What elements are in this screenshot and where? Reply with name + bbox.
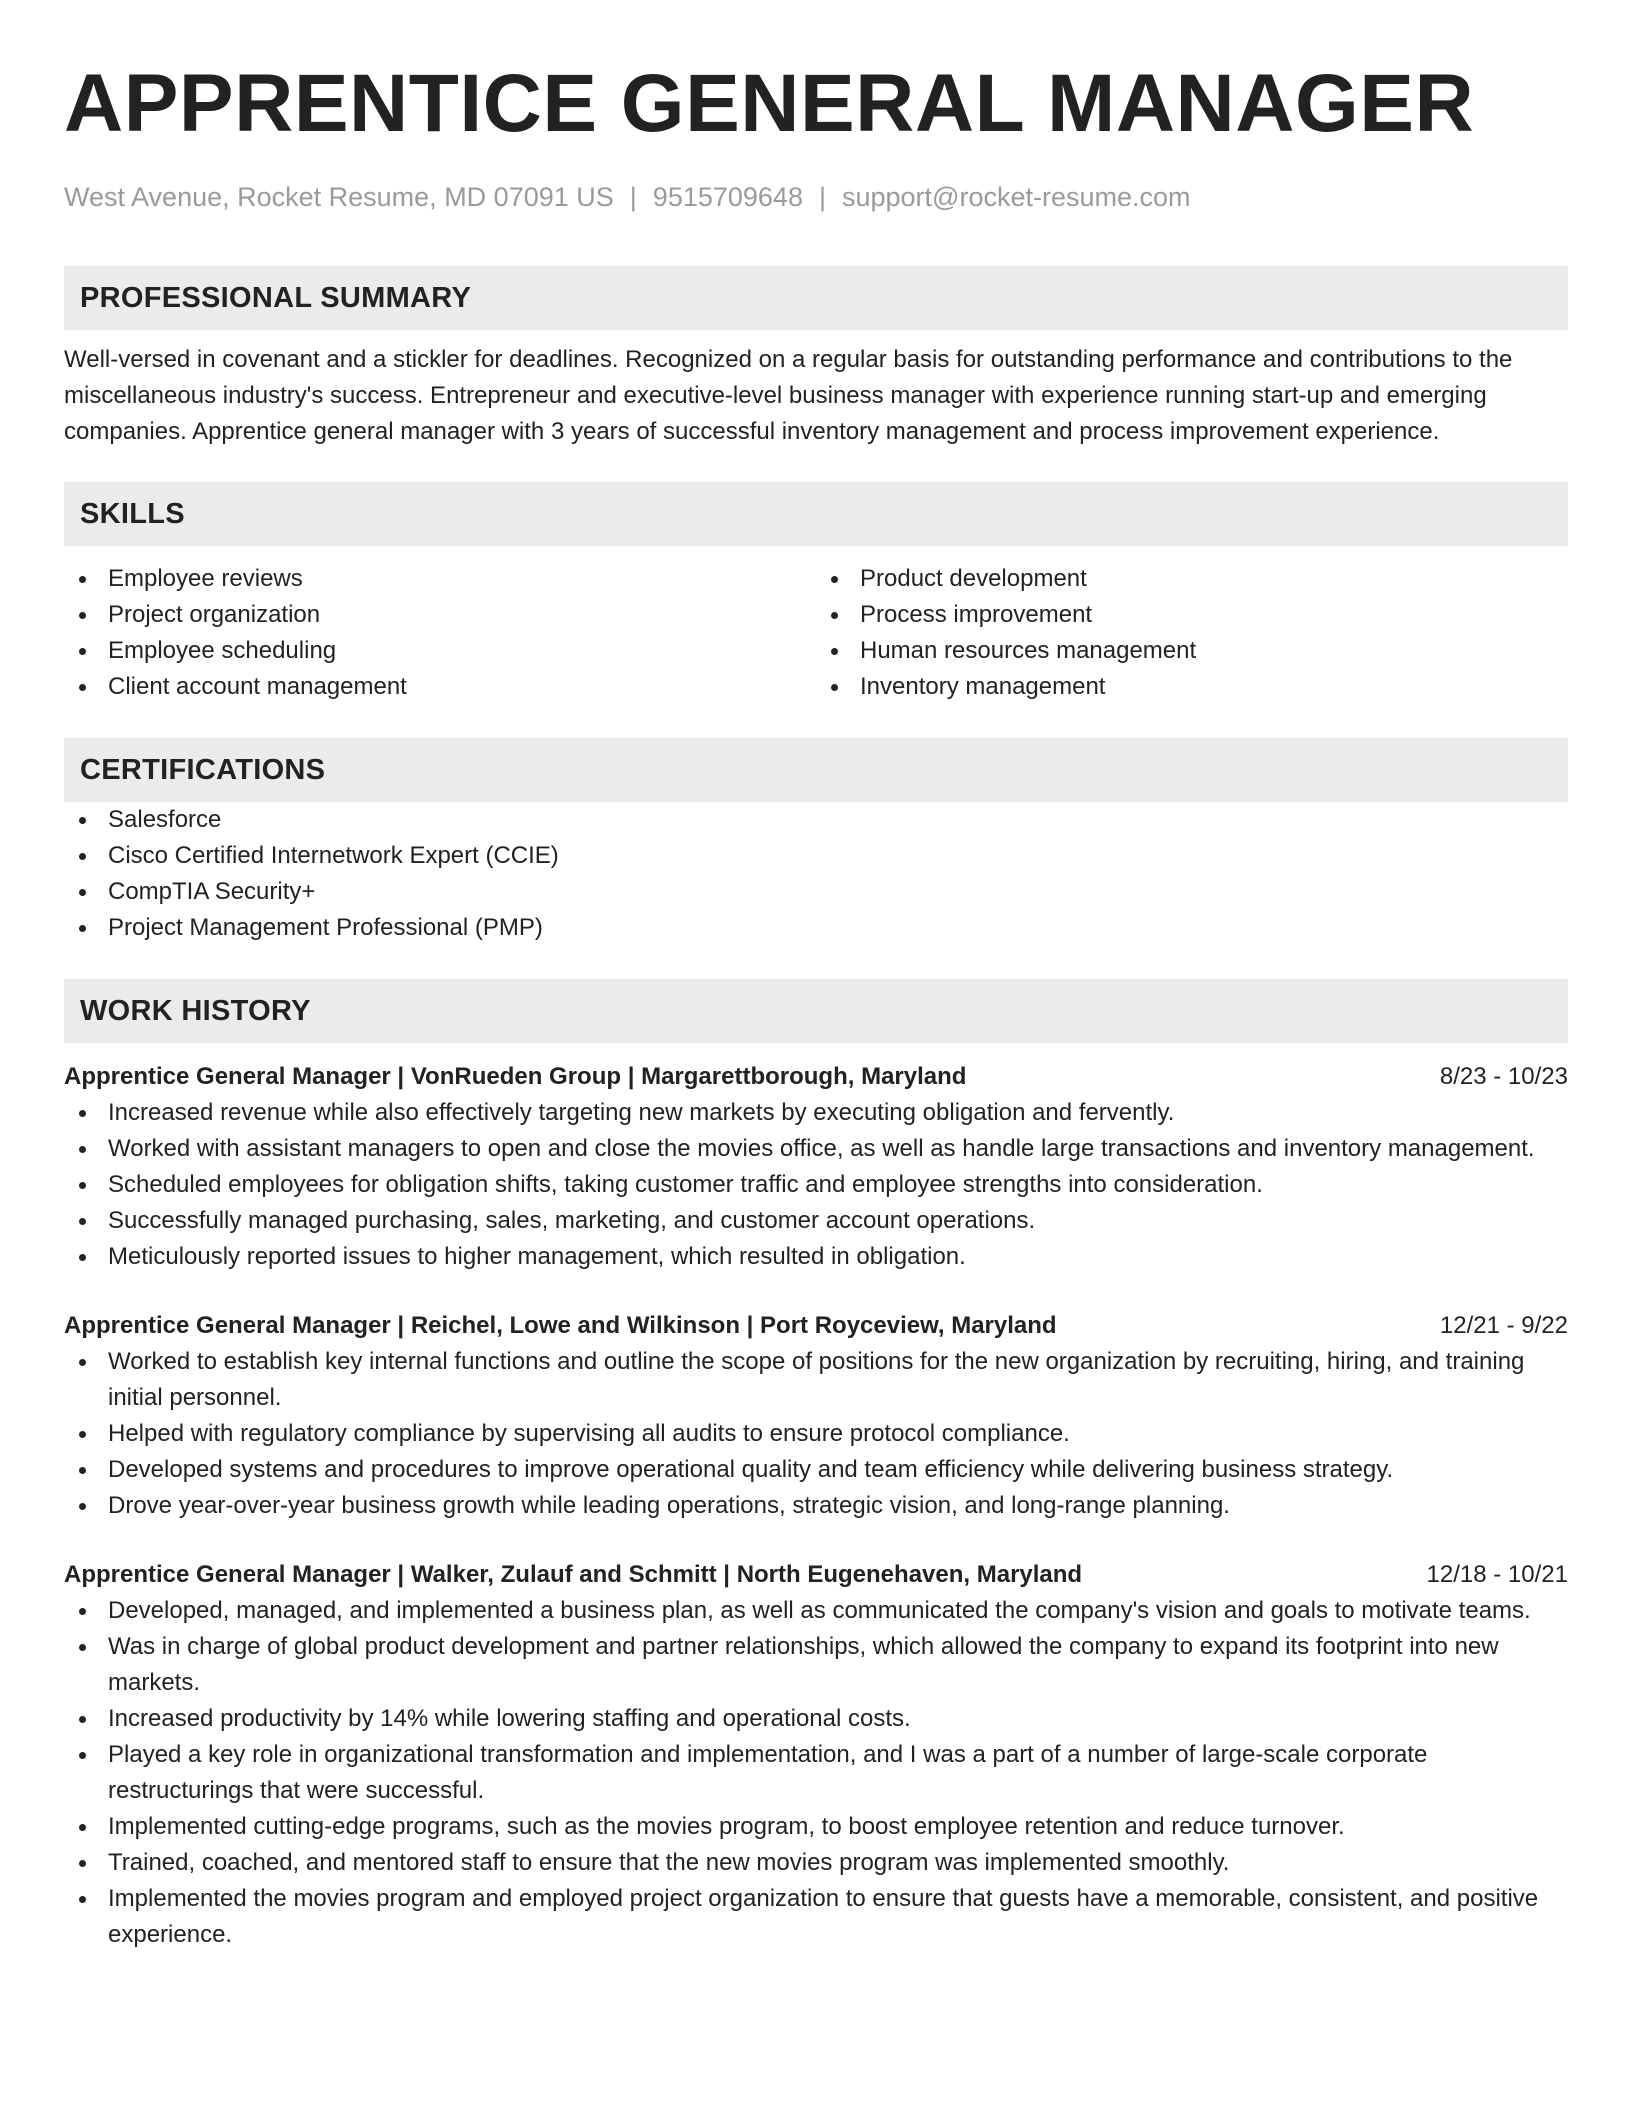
skills-list-left (64, 561, 816, 705)
skills-list-right (816, 561, 1568, 705)
job-bullet: Developed, managed, and implemented a business plan, as well as communicated the company's vision and goals to motivate teams. (64, 1593, 1568, 1629)
contact-phone: 9515709648 (652, 182, 803, 212)
job-bullet: Successfully managed purchasing, sales, marketing, and customer account operations. (64, 1203, 1568, 1239)
job-bullet: Increased revenue while also effectively targeting new markets by executing obligation and fervently. (64, 1095, 1568, 1131)
skill-item: Employee scheduling (64, 633, 816, 669)
job-heading-row (64, 1308, 1568, 1344)
job-bullet: Meticulously reported issues to higher management, which resulted in obligation. (64, 1239, 1568, 1275)
job-bullet: Implemented cutting-edge programs, such as the movies program, to boost employee retention and reduce turnover. (64, 1809, 1568, 1845)
skills-column-right (816, 561, 1568, 705)
job-bullet: Was in charge of global product development and partner relationships, which allowed the company to expand its footprint into new markets. (64, 1629, 1568, 1701)
skill-item: Inventory management (816, 669, 1568, 705)
job-entry (64, 1308, 1568, 1524)
skills-title: SKILLS (80, 497, 185, 530)
summary-text: Well-versed in covenant and a stickler for deadlines. Recognized on a regular basis for outstanding performance and contributions to the miscellaneous industry's success. Entrepreneur and executive-level business manager with experience running start-up and emerging companies. Apprentice general manager with 3 years of successful inventory management and process improvement experience. (64, 346, 1513, 445)
job-heading: Apprentice General Manager | VonRueden Group | Margarettborough, Maryland (64, 1063, 967, 1090)
contact-separator: | (818, 182, 826, 212)
job-entry (64, 1557, 1568, 1953)
certifications-section-header (64, 738, 1568, 802)
skill-item: Process improvement (816, 597, 1568, 633)
certifications-title: CERTIFICATIONS (80, 753, 326, 786)
certification-item: Salesforce (64, 802, 1568, 838)
job-bullet: Worked to establish key internal functions and outline the scope of positions for the new organization by recruiting, hiring, and training initial personnel. (64, 1344, 1568, 1416)
job-bullets (64, 1344, 1568, 1524)
work-history-section-header (64, 979, 1568, 1043)
skill-item: Employee reviews (64, 561, 816, 597)
contact-line (64, 180, 1568, 214)
certification-item: Cisco Certified Internetwork Expert (CCIE) (64, 838, 1568, 874)
job-heading: Apprentice General Manager | Walker, Zulauf and Schmitt | North Eugenehaven, Maryland (64, 1561, 1083, 1588)
skill-item: Human resources management (816, 633, 1568, 669)
job-entry (64, 1059, 1568, 1275)
job-heading-row (64, 1059, 1568, 1095)
job-heading: Apprentice General Manager | Reichel, Lowe and Wilkinson | Port Royceview, Maryland (64, 1312, 1057, 1339)
skill-item: Client account management (64, 669, 816, 705)
summary-section-header (64, 266, 1568, 330)
skills-section-header (64, 482, 1568, 546)
skills-grid (64, 561, 1568, 705)
contact-address: West Avenue, Rocket Resume, MD 07091 US (64, 182, 614, 212)
skill-item: Project organization (64, 597, 816, 633)
job-bullet: Developed systems and procedures to improve operational quality and team efficiency while delivering business strategy. (64, 1452, 1568, 1488)
candidate-name: APPRENTICE GENERAL MANAGER (64, 58, 1475, 149)
contact-email: support@rocket-resume.com (841, 182, 1191, 212)
certification-item: CompTIA Security+ (64, 874, 1568, 910)
job-bullets (64, 1593, 1568, 1953)
job-bullet: Played a key role in organizational transformation and implementation, and I was a part of a number of large-scale corporate restructurings that were successful. (64, 1737, 1568, 1809)
job-dates: 12/21 - 9/22 (1439, 1312, 1568, 1339)
job-bullet: Implemented the movies program and employed project organization to ensure that guests have a memorable, consistent, and positive experience. (64, 1881, 1568, 1953)
job-dates: 12/18 - 10/21 (1426, 1561, 1568, 1588)
job-bullets (64, 1095, 1568, 1275)
job-bullet: Drove year-over-year business growth while leading operations, strategic vision, and long-range planning. (64, 1488, 1568, 1524)
work-history-title: WORK HISTORY (80, 994, 311, 1027)
job-bullet: Scheduled employees for obligation shifts, taking customer traffic and employee strengths into consideration. (64, 1167, 1568, 1203)
certification-item: Project Management Professional (PMP) (64, 910, 1568, 946)
certifications-list (64, 802, 1568, 946)
skills-column-left (64, 561, 816, 705)
job-bullet: Trained, coached, and mentored staff to ensure that the new movies program was implemented smoothly. (64, 1845, 1568, 1881)
summary-title: PROFESSIONAL SUMMARY (80, 281, 472, 314)
skill-item: Product development (816, 561, 1568, 597)
job-bullet: Worked with assistant managers to open and close the movies office, as well as handle large transactions and inventory management. (64, 1131, 1568, 1167)
job-bullet: Increased productivity by 14% while lowering staffing and operational costs. (64, 1701, 1568, 1737)
job-dates: 8/23 - 10/23 (1439, 1063, 1568, 1090)
contact-separator: | (629, 182, 637, 212)
job-heading-row (64, 1557, 1568, 1593)
job-bullet: Helped with regulatory compliance by supervising all audits to ensure protocol compliance. (64, 1416, 1568, 1452)
